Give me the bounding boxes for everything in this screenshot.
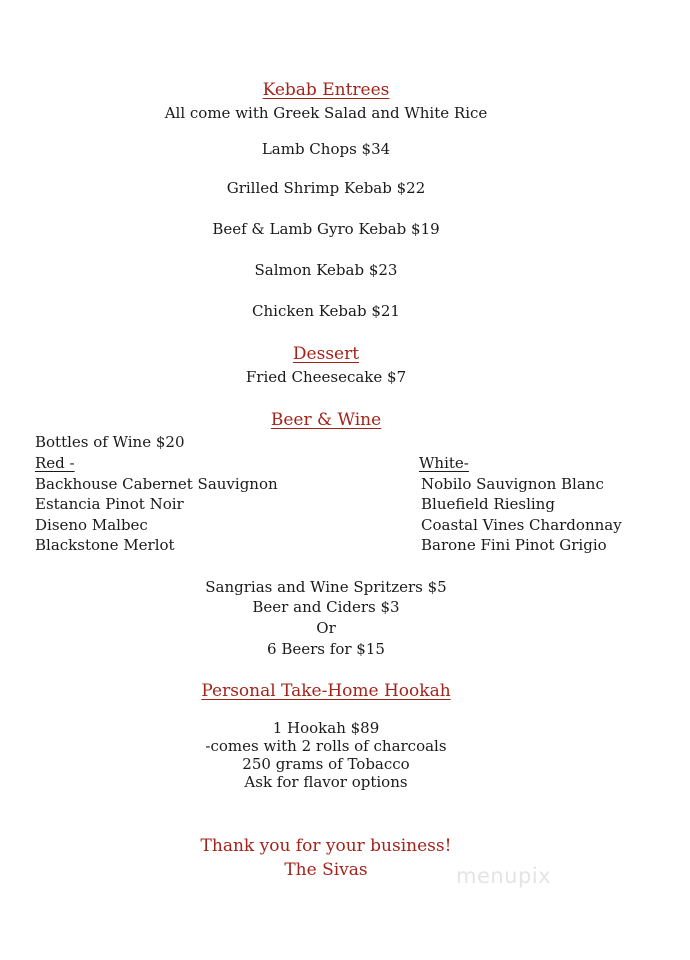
kebab-item-salmon: Salmon Kebab $23 (254, 261, 398, 279)
kebab-heading: Kebab Entrees (262, 80, 390, 100)
hookah-tobacco: 250 grams of Tobacco (242, 755, 410, 773)
white-wine-item: Bluefield Riesling (421, 495, 555, 513)
white-wine-item: Barone Fini Pinot Grigio (421, 536, 607, 554)
kebab-item-gyro: Beef & Lamb Gyro Kebab $19 (212, 220, 440, 238)
dessert-heading: Dessert (292, 344, 360, 364)
beer-wine-heading: Beer & Wine (270, 410, 382, 430)
white-wine-item: Coastal Vines Chardonnay (421, 516, 622, 534)
kebab-item-chicken: Chicken Kebab $21 (252, 302, 400, 320)
six-beers-price: 6 Beers for $15 (267, 640, 385, 658)
red-wine-item: Diseno Malbec (35, 516, 148, 534)
white-wine-label: White- (419, 454, 469, 472)
signature: The Sivas (284, 860, 368, 880)
beer-cider-price: Beer and Ciders $3 (252, 598, 400, 616)
hookah-heading: Personal Take-Home Hookah (201, 681, 451, 701)
thank-you-text: Thank you for your business! (200, 836, 452, 856)
kebab-item-shrimp: Grilled Shrimp Kebab $22 (226, 179, 426, 197)
menupix-watermark: menupix (456, 864, 552, 888)
kebab-item-lamb-chops: Lamb Chops $34 (261, 140, 391, 158)
red-wine-item: Backhouse Cabernet Sauvignon (35, 475, 278, 493)
hookah-charcoal: -comes with 2 rolls of charcoals (205, 737, 447, 755)
hookah-price: 1 Hookah $89 (272, 719, 380, 737)
dessert-item: Fried Cheesecake $7 (245, 368, 407, 386)
hookah-flavors: Ask for flavor options (244, 773, 408, 791)
kebab-subtitle: All come with Greek Salad and White Rice (164, 104, 488, 122)
red-wine-label: Red - (35, 454, 75, 472)
bottles-of-wine: Bottles of Wine $20 (35, 433, 185, 451)
red-wine-item: Blackstone Merlot (35, 536, 175, 554)
red-wine-item: Estancia Pinot Noir (35, 495, 184, 513)
sangria-price: Sangrias and Wine Spritzers $5 (205, 578, 447, 596)
white-wine-item: Nobilo Sauvignon Blanc (421, 475, 604, 493)
or-text: Or (316, 619, 336, 637)
